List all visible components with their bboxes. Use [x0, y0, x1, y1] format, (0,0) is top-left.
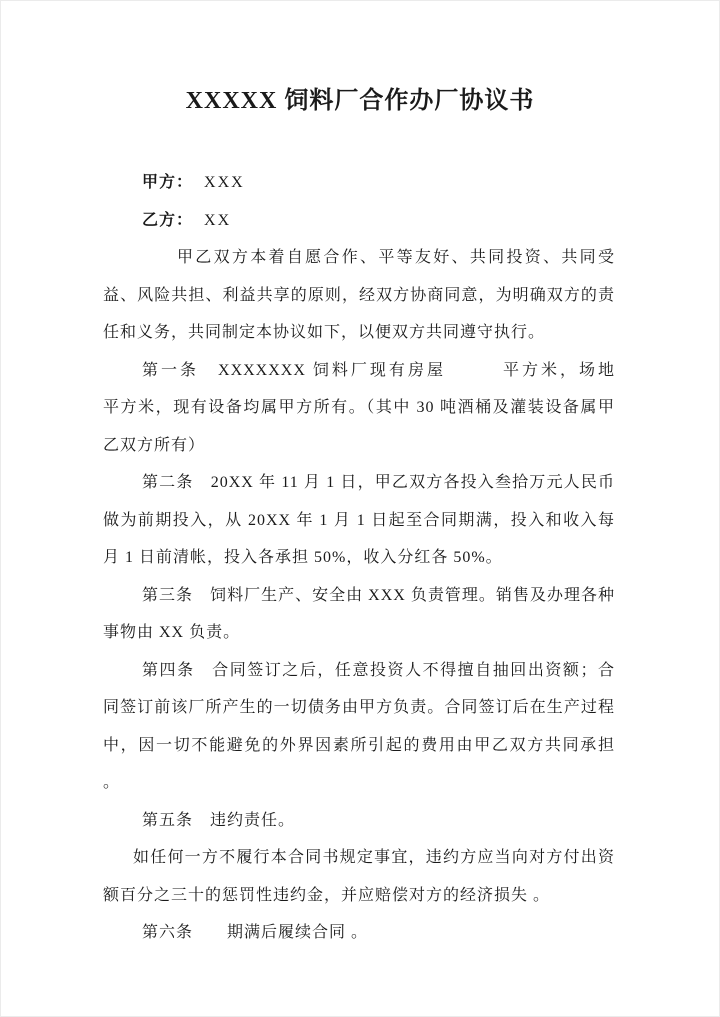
party-a-line	[103, 164, 615, 202]
document-body	[103, 164, 667, 952]
article-5-title-paragraph: 第五条 违约责任。	[142, 811, 296, 829]
article-5-body-paragraph: 如任何一方不履行本合同书规定事宜，违约方应当向对方付出资额百分之三十的惩罚性违约金，并应赔偿对方的经济损失 。	[103, 849, 615, 904]
article-6-paragraph: 第六条 期满后履续合同 。	[142, 924, 369, 941]
intro-paragraph: 甲乙双方本着自愿合作、平等友好、共同投资、共同受益、风险共担、利益共享的原则，经双方协商同意，为明确双方的责任和义务，共同制定本协议如下，以便双方共同遵守执行。	[103, 249, 615, 341]
article-1-paragraph: 第一条 XXXXXXX 饲料厂现有房屋 平方米，场地 平方米，现有设备均属甲方所有。（其中 30 吨酒桶及灌装设备属甲乙双方所有）	[103, 361, 667, 454]
party-b-value: XX	[204, 211, 232, 229]
party-a-value: XXX	[204, 174, 245, 191]
party-a-label: 甲方：	[142, 174, 194, 191]
article-3-paragraph: 第三条 饲料厂生产、安全由 XXX 负责管理。销售及办理各种事物由 XX 负责。	[103, 586, 615, 641]
article-4-paragraph: 第四条 合同签订之后，任意投资人不得擅自抽回出资额；合同签订前该厂所产生的一切债务由甲方负责。合同签订后在生产过程中，因一切不能避免的外界因素所引起的费用由甲乙双方共同承担 。	[103, 661, 615, 791]
party-b-label: 乙方：	[142, 211, 194, 229]
document-title: XXXXX 饲料厂合作办厂协议书	[185, 88, 535, 114]
article-2-paragraph: 第二条 20XX 年 11 月 1 日，甲乙双方各投入叁拾万元人民币做为前期投入，从 20XX 年 1 月 1 日起至合同期满，投入和收入每月 1 日前清帐，投入各承担 50%，收入分红各 50%。	[103, 474, 615, 566]
party-b-line	[103, 202, 615, 240]
